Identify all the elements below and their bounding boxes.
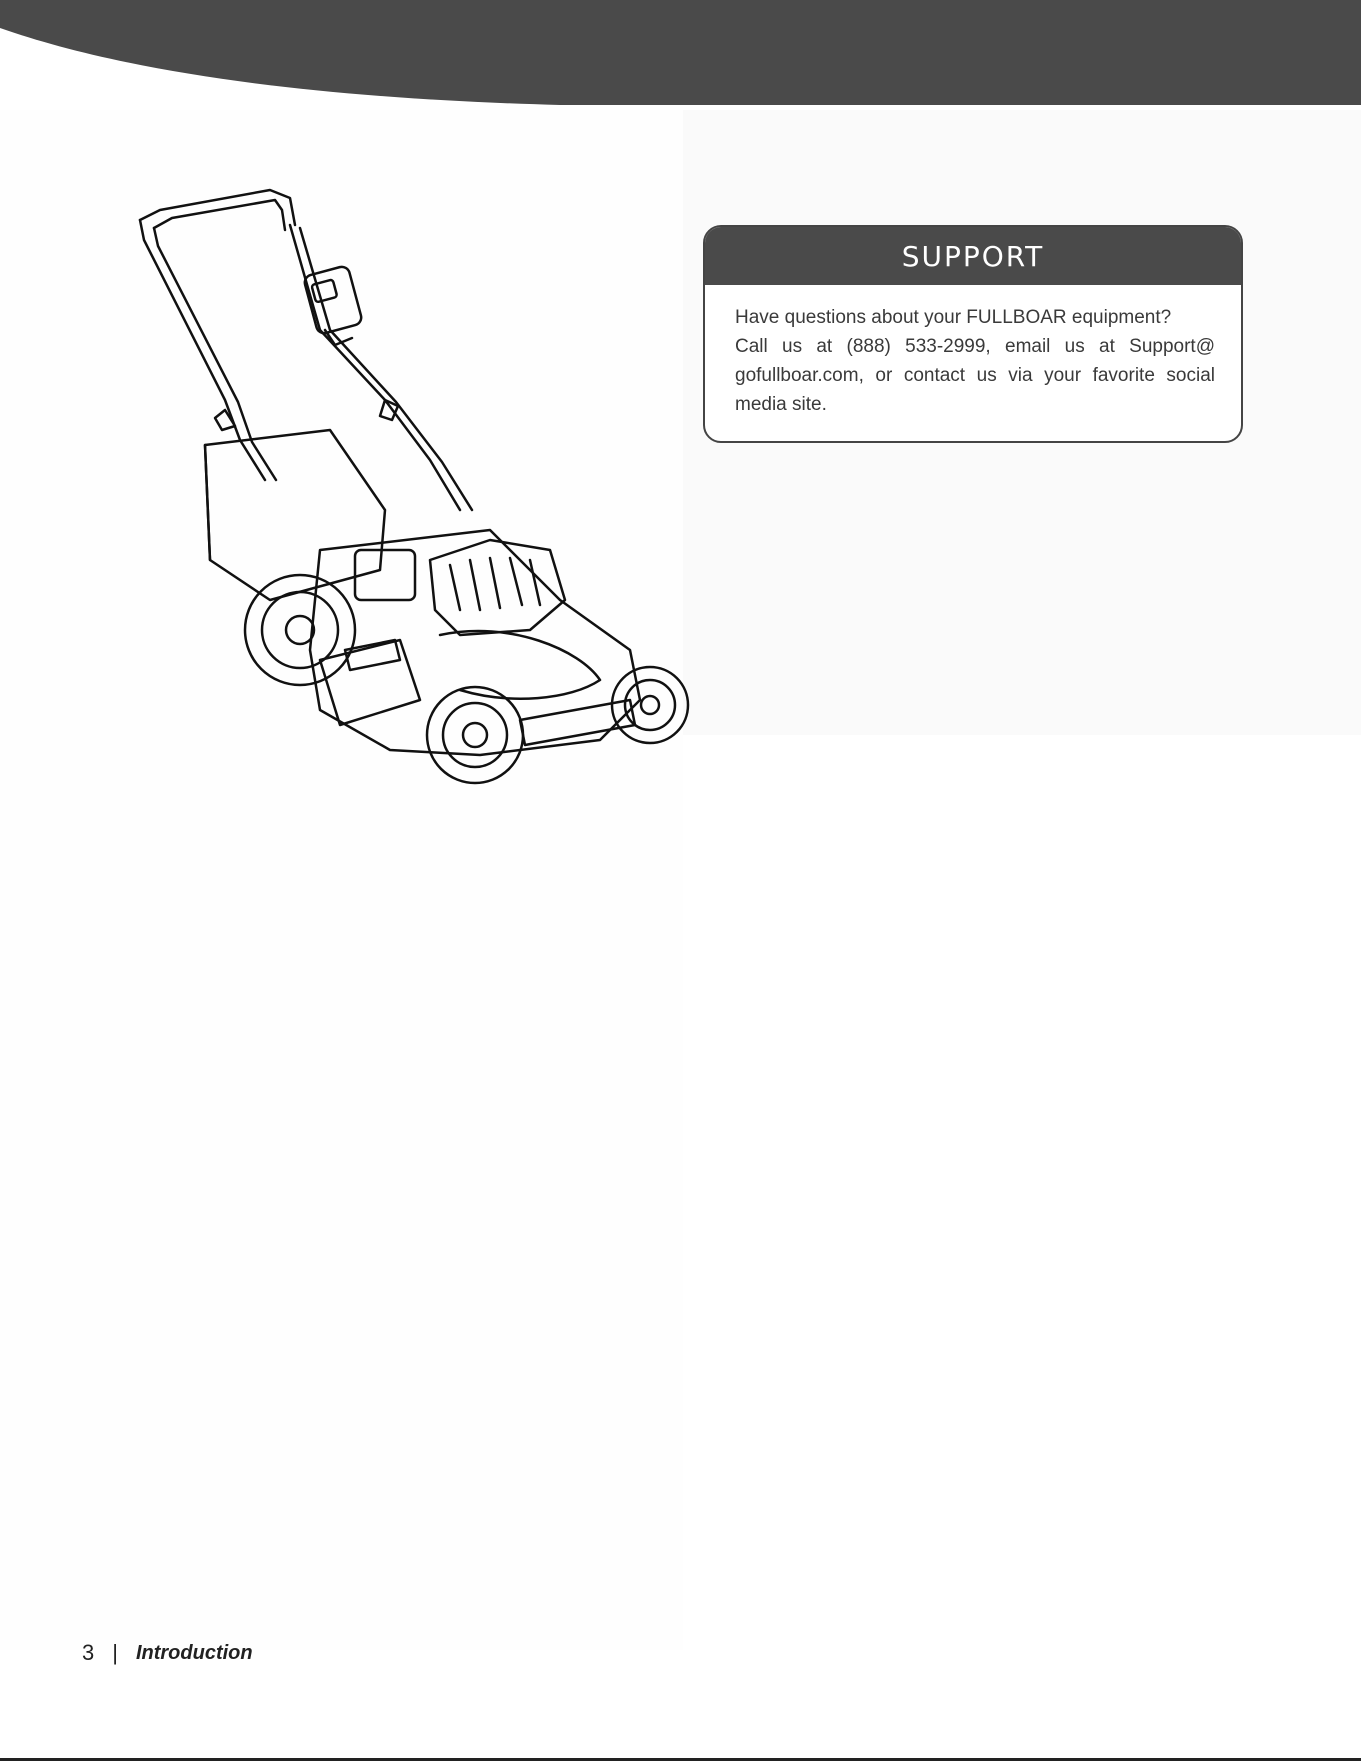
support-line-2: Call us at (888) 533-2999, email us at Support@	[735, 336, 1215, 357]
page-number: 3	[82, 1640, 95, 1665]
support-text	[705, 285, 1241, 419]
support-line-3: gofullboar.com, or contact us via your favorite social	[735, 365, 1215, 386]
header-band	[0, 0, 1361, 110]
support-line-4: media site.	[735, 394, 827, 415]
support-title: SUPPORT	[705, 227, 1241, 285]
page-footer	[82, 1640, 253, 1666]
lawn-mower-illustration	[130, 180, 770, 870]
support-line-1: Have questions about your FULLBOAR equipment?	[735, 307, 1172, 328]
footer-separator: |	[112, 1640, 118, 1665]
support-box	[703, 225, 1243, 443]
section-title: Introduction	[135, 1641, 253, 1664]
